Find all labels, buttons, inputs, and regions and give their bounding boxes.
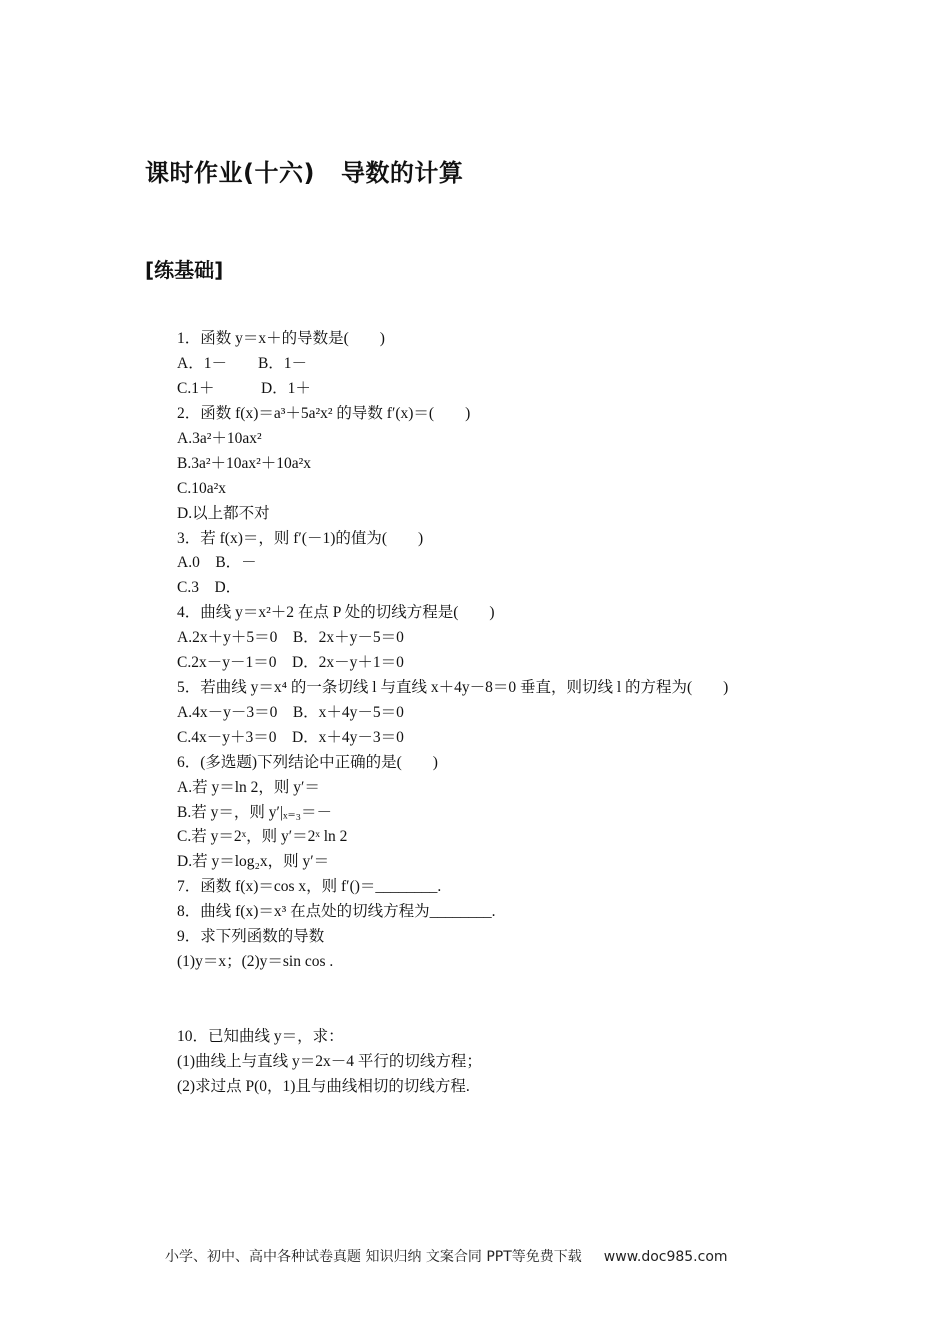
option-line: A.4x－y－3＝0 B．x＋4y－5＝0 <box>177 704 404 721</box>
question-line: 10．已知曲线 y＝，求： <box>177 1028 344 1045</box>
option-line: D.以上都不对 <box>177 505 270 522</box>
footer-text: 小学、初中、高中各种试卷真题 知识归纳 文案合同 PPT等免费下载 <box>165 1249 582 1265</box>
question-line: 2．函数 f(x)＝a³＋5a²x² 的导数 f′(x)＝( ) <box>177 405 471 422</box>
footer <box>165 1246 728 1266</box>
option-line: B.若 y＝，则 y′|ₓ₌₃＝－ <box>177 804 333 821</box>
title-main: 课时作业(十六) <box>145 159 315 187</box>
question-line: 8．曲线 f(x)＝x³ 在点处的切线方程为________. <box>177 903 496 920</box>
option-line: A.若 y＝ln 2，则 y′＝ <box>177 779 320 796</box>
option-line: D.若 y＝log₂x，则 y′＝ <box>177 853 330 870</box>
option-line: C.2x－y－1＝0 D．2x－y＋1＝0 <box>177 654 404 671</box>
question-line: 7．函数 f(x)＝cos x，则 f′()＝________. <box>177 878 442 895</box>
question-line: 5．若曲线 y＝x⁴ 的一条切线 l 与直线 x＋4y－8＝0 垂直，则切线 l 的方程为( ) <box>177 679 729 696</box>
question-line: 3．若 f(x)＝，则 f′(－1)的值为( ) <box>177 530 424 547</box>
title-sub: 导数的计算 <box>340 159 464 187</box>
option-line: C.10a²x <box>177 480 226 497</box>
question-line: 6．(多选题)下列结论中正确的是( ) <box>177 754 438 771</box>
option-line: C.若 y＝2ˣ，则 y′＝2ˣ ln 2 <box>177 828 348 845</box>
option-line: C.3 D． <box>177 579 242 596</box>
option-line: C.1＋ D．1＋ <box>177 380 311 397</box>
option-line: A.0 B．－ <box>177 554 257 571</box>
question-line: 9．求下列函数的导数 <box>177 928 325 945</box>
question-line: 4．曲线 y＝x²＋2 在点 P 处的切线方程是( ) <box>177 604 495 621</box>
section-heading: [练基础] <box>145 258 224 282</box>
option-line: A．1－ B．1－ <box>177 355 308 372</box>
footer-url[interactable]: www.doc985.com <box>603 1249 728 1265</box>
option-line: B.3a²＋10ax²＋10a²x <box>177 455 312 472</box>
option-line: A.3a²＋10ax² <box>177 430 262 447</box>
question-line: 1．函数 y＝x＋的导数是( ) <box>177 330 385 347</box>
option-line: C.4x－y＋3＝0 D．x＋4y－3＝0 <box>177 729 404 746</box>
question-line: (1)曲线上与直线 y＝2x－4 平行的切线方程； <box>177 1053 482 1070</box>
option-line: A.2x＋y＋5＝0 B．2x＋y－5＝0 <box>177 629 404 646</box>
question-line: (1)y＝x；(2)y＝sin cos . <box>177 953 334 970</box>
page-title <box>145 153 463 188</box>
question-line: (2)求过点 P(0，1)且与曲线相切的切线方程. <box>177 1078 470 1095</box>
